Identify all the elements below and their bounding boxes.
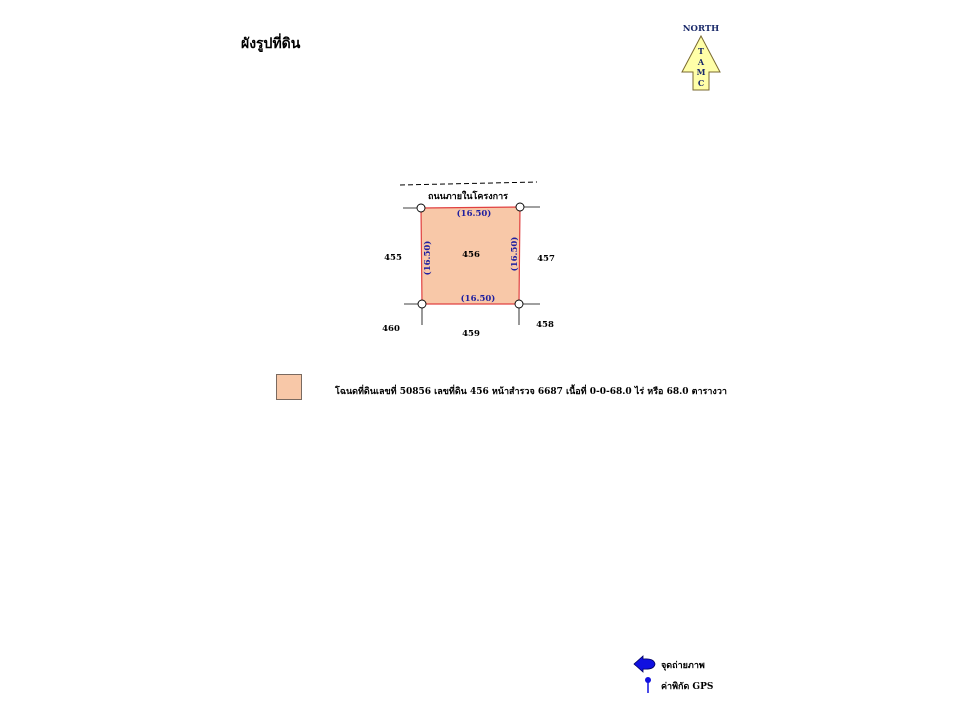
boundary-marker	[418, 300, 426, 308]
adjacent-parcel-bottom: 459	[462, 329, 480, 339]
north-letter: M	[696, 67, 706, 77]
boundary-marker	[515, 300, 523, 308]
legend-description: โฉนดที่ดินเลขที่ 50856 เลขที่ดิน 456 หน้าสำรวจ 6687 เนื้อที่ 0-0-68.0 ไร่ หรือ 68.0 ตารางวา	[335, 387, 727, 397]
dimension-left: (16.50)	[423, 240, 433, 276]
dimension-top: (16.50)	[456, 209, 492, 219]
north-letter: T	[698, 46, 704, 56]
road-label: ถนนภายในโครงการ	[428, 192, 508, 202]
photo-point-label: จุดถ่ายภาพ	[661, 661, 705, 671]
boundary-marker	[417, 204, 425, 212]
adjacent-parcel-bottom-left: 460	[382, 324, 400, 334]
photo-point-icon	[632, 654, 658, 674]
map-title: ผังรูปที่ดิน	[241, 36, 301, 52]
boundary-marker	[516, 203, 524, 211]
gps-point-label: ค่าพิกัด GPS	[661, 682, 714, 692]
north-letter: C	[697, 78, 705, 88]
dimension-bottom: (16.50)	[460, 294, 496, 304]
legend-swatch	[276, 374, 302, 400]
parcel-number: 456	[462, 250, 480, 260]
adjacent-parcel-bottom-right: 458	[536, 320, 554, 330]
road-boundary-line	[400, 182, 537, 185]
gps-pin-icon	[643, 676, 653, 694]
adjacent-parcel-right: 457	[537, 254, 555, 264]
dimension-right: (16.50)	[510, 236, 520, 272]
north-label: NORTH	[682, 24, 720, 34]
adjacent-parcel-left: 455	[384, 253, 402, 263]
north-letter: A	[697, 57, 705, 67]
